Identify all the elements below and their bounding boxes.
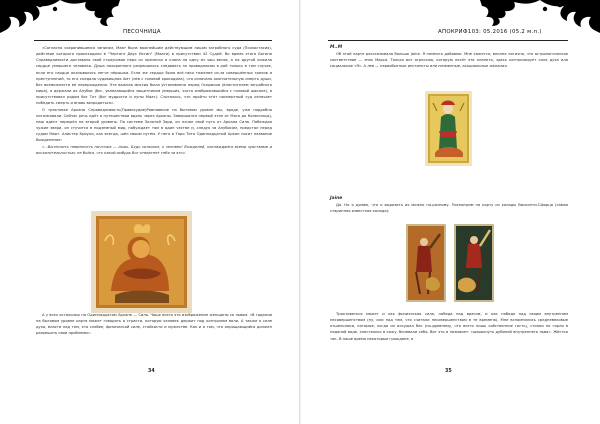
- left-paragraph-2: О трактовке Аркана Справедливость(Правосудие)Равновесие на бытовом уровне мы, вроде, уже подробно потолковали. Сейчас речь идёт о путешествии вдоль через Арканы. Завершился первый этап от Мага до Колесницы), наш адепт перешёл на второй уровень. По системе Золотой Зари, он начал свой путь от Аркана Сила. Побеждая чужие звери, он стучится в подземный мир, побуждает там в один честве и, следуя за Анубисом, предстал перед судом Маат. Алистер Кроули, как всегда, шёл своим путём. У него в Таро Тота Одиннадцатый Аркан носит название Вожделение:: [36, 107, 272, 143]
- left-header-title: ПЕСОЧНИЦА: [123, 29, 161, 35]
- right-paragraph-3: Трактоваться может и как физическая сила, победа над врагом, и как победа над своим внутренним несовершенством (ну, или над тем, что считали несовершенством в те времена). Мне вспомнились средневековые отшельники, которые, когда их искушал бес (по-древнему, что всего лишь собственное гость), стояли по горло в ледяной воде, хлестались в кожу, бичевали себя. Вот это и называет: «шарахнуть дубиной внутреннего льва». Жёстко так. В наше время некоторые граждане, в: [330, 312, 568, 341]
- right-upper-text: [330, 45, 568, 70]
- visconti-sforza-card-left-image: [406, 224, 446, 302]
- right-middle-text: [330, 196, 568, 214]
- right-header-title: АПОКРИФ103: 05.2016 (05.2 м.п.): [438, 29, 542, 35]
- speaker-jaine-heading: Jaine: [330, 196, 343, 201]
- left-paragraph-3: А у всех остальных на Одиннадцатом Аркане — Сила. Чаще всего это изображение женщины со львом. «В гадании на бытовом уровне карта может говорить о страсти, которую человек держит под контролем воли. А также о силе духа, власти над тем, кто слабее, физической силе, стойкости и мужестве. Как и о том, что опрощающийся должен разрешить свои проблемы».: [36, 313, 272, 336]
- left-upper-text: [36, 45, 272, 156]
- right-paragraph-2: Да. Но я думаю, что и выразить их можно по-разному. Посмотрим на карту из колоды Висконти-Сфорца (самая старинная известная колода):: [330, 203, 568, 214]
- left-quote: «...Вытеснить невинность ничтожа — ложь. Будь сильным, о человек! Вожделей, наслаждайся всеми чувствами и восхитительностью; не бойся, что какой-нибудь бог отвергнет тебя за это».: [36, 144, 272, 155]
- right-page: [300, 0, 600, 424]
- right-header-rule: [328, 40, 568, 41]
- left-paragraph-1: «Согласно сохранившимся записям, Маат была важнейшим действующим лицом загробного суда (Психостасия), действие которого происходило в "Чертоге Двух Истин" (Маати) в присутствии 42 Судей. Во время этого Богиня Справедливости доставала свой страусовое перо из прически и клала на одну из чаш весов, а на другой ложило сердце умершего человека. Душа похоронного разрешалось следовать за проводником в рай только в том случае, если его сердце оказывалось легче пёрышка. Если же сердце было всё-таки тяжелее из-за совершённых грехов и преступлений, то его съедала чудовищная Амт (лев с головой крокодила), что означало окончательную смерть души, без возможности её перерождения. Эта важная миссия была установлена перед Осирисом (властителем загробного мира), а держали их Анубис (бог, увлекающийся защитником умерших, часто изображавшийся с головой шакала), а присутствовал рядом бог Тот (бог мудрости и луны Маат). Считалось, что пройти этот посмертный суд означает победить смерть и вновь возродиться».: [36, 46, 272, 106]
- right-lower-text: [330, 311, 568, 342]
- visconti-sforza-card-right-image: [454, 224, 494, 302]
- speaker-mm-heading: М..М: [330, 45, 343, 50]
- right-page-number: 35: [445, 369, 452, 374]
- top-left-ornament: [0, 0, 120, 34]
- left-page-number: 34: [148, 369, 155, 374]
- left-header-rule: [34, 40, 272, 41]
- strength-tarot-card-image: [91, 211, 192, 313]
- left-lower-text: [36, 312, 272, 337]
- right-paragraph-1: Об этой карте рассказывала больше Jaine. Я немного добавлю. Мне кажется, вполне логично, что астрологическое соответствие — знак Марса. Только вот агрессию, которую несёт эта планета, здесь контролирует сила духа или социальное «Я». А лев — первобытные инстинкты или низменные, асоциальные желания.: [330, 52, 568, 69]
- visconti-strength-card-image: [425, 91, 472, 166]
